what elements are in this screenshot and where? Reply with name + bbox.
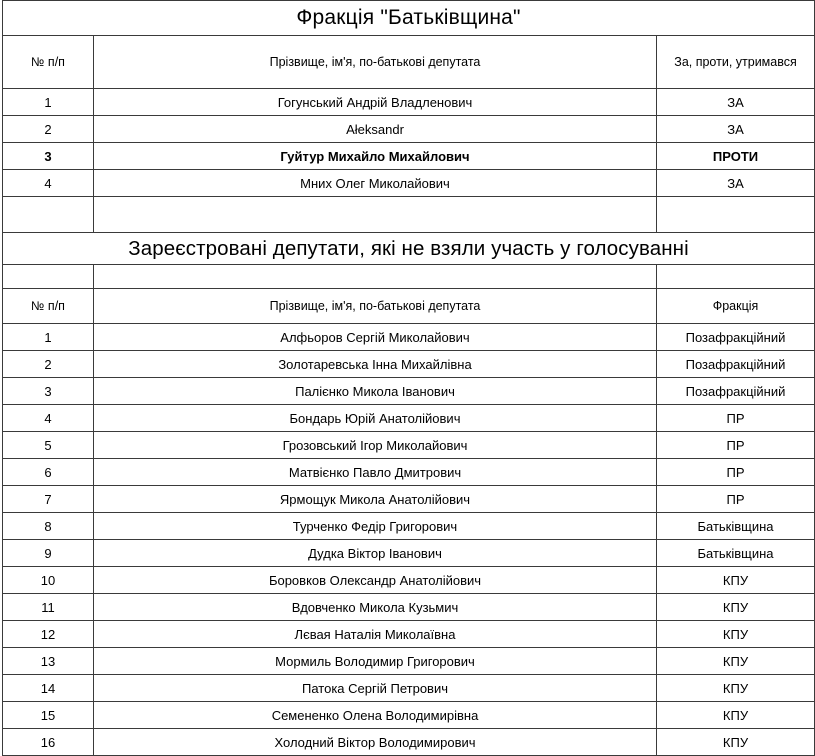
spacer-row (3, 197, 815, 233)
row-number: 7 (3, 486, 94, 513)
faction-title-row (3, 1, 815, 36)
row-number: 4 (3, 170, 94, 197)
row-number: 1 (3, 324, 94, 351)
deputy-name: Золотаревська Інна Михайлівна (94, 351, 657, 378)
table-row (3, 378, 815, 405)
deputy-name: Палієнко Микола Іванович (94, 378, 657, 405)
deputy-name: Ярмощук Микола Анатолійович (94, 486, 657, 513)
spacer-row (3, 265, 815, 289)
table-row (3, 513, 815, 540)
row-number: 8 (3, 513, 94, 540)
deputy-name: Гуйтур Михайло Михайлович (94, 143, 657, 170)
faction-value: ПР (657, 432, 815, 459)
faction-value: Батьківщина (657, 540, 815, 567)
vote-value: ЗА (657, 116, 815, 143)
deputy-name: Патока Сергій Петрович (94, 675, 657, 702)
row-number: 5 (3, 432, 94, 459)
row-number: 12 (3, 621, 94, 648)
row-number: 15 (3, 702, 94, 729)
deputy-name: Грозовський Ігор Миколайович (94, 432, 657, 459)
row-number: 11 (3, 594, 94, 621)
row-number: 3 (3, 143, 94, 170)
faction-value: КПУ (657, 702, 815, 729)
table-row (3, 594, 815, 621)
deputy-name: Дудка Віктор Іванович (94, 540, 657, 567)
faction-value: Батьківщина (657, 513, 815, 540)
row-number: 16 (3, 729, 94, 756)
column-header-number: № п/п (3, 36, 94, 89)
row-number: 2 (3, 116, 94, 143)
row-number: 13 (3, 648, 94, 675)
deputy-name: Мормиль Володимир Григорович (94, 648, 657, 675)
spacer-cell-number (3, 265, 94, 289)
table-row (3, 405, 815, 432)
table-row (3, 702, 815, 729)
faction-value: КПУ (657, 648, 815, 675)
faction-value: КПУ (657, 675, 815, 702)
row-number: 6 (3, 459, 94, 486)
voting-results-table (2, 0, 815, 756)
vote-value: ПРОТИ (657, 143, 815, 170)
faction-value: КПУ (657, 621, 815, 648)
faction-header-row (3, 36, 815, 89)
column-header-number: № п/п (3, 289, 94, 324)
absent-header-row (3, 289, 815, 324)
table-row (3, 351, 815, 378)
deputy-name: Матвієнко Павло Дмитрович (94, 459, 657, 486)
deputy-name: Лєвая Наталія Миколаївна (94, 621, 657, 648)
spacer-cell-name (94, 197, 657, 233)
deputy-name: Бондарь Юрій Анатолійович (94, 405, 657, 432)
row-number: 3 (3, 378, 94, 405)
faction-value: Позафракційний (657, 351, 815, 378)
faction-value: Позафракційний (657, 378, 815, 405)
row-number: 10 (3, 567, 94, 594)
table-row (3, 89, 815, 116)
table-row (3, 621, 815, 648)
row-number: 4 (3, 405, 94, 432)
faction-value: КПУ (657, 729, 815, 756)
vote-value: ЗА (657, 170, 815, 197)
vote-value: ЗА (657, 89, 815, 116)
faction-value: ПР (657, 486, 815, 513)
table-row (3, 324, 815, 351)
deputy-name: Мних Олег Миколайович (94, 170, 657, 197)
table-body (3, 1, 815, 756)
absent-section-title: Зареєстровані депутати, які не взяли участь у голосуванні (3, 233, 815, 265)
deputy-name: Турченко Федір Григорович (94, 513, 657, 540)
deputy-name: Боровков Олександр Анатолійович (94, 567, 657, 594)
deputy-name: Ałeksandr (94, 116, 657, 143)
table-row (3, 143, 815, 170)
table-row (3, 567, 815, 594)
table-row (3, 648, 815, 675)
table-row (3, 675, 815, 702)
spacer-cell-name (94, 265, 657, 289)
row-number: 9 (3, 540, 94, 567)
spacer-cell-vote (657, 265, 815, 289)
table-row (3, 729, 815, 756)
deputy-name: Семененко Олена Володимирівна (94, 702, 657, 729)
row-number: 14 (3, 675, 94, 702)
deputy-name: Алфьоров Сергій Миколайович (94, 324, 657, 351)
deputy-name: Вдовченко Микола Кузьмич (94, 594, 657, 621)
table-row (3, 540, 815, 567)
column-header-vote: За, проти, утримався (657, 36, 815, 89)
table-row (3, 170, 815, 197)
table-row (3, 459, 815, 486)
faction-value: Позафракційний (657, 324, 815, 351)
faction-value: КПУ (657, 567, 815, 594)
faction-title: Фракція "Батьківщина" (3, 1, 815, 36)
table-row (3, 486, 815, 513)
deputy-name: Холодний Віктор Володимирович (94, 729, 657, 756)
spacer-cell-number (3, 197, 94, 233)
absent-section-title-row (3, 233, 815, 265)
row-number: 2 (3, 351, 94, 378)
column-header-name: Прізвище, ім'я, по-батькові депутата (94, 36, 657, 89)
row-number: 1 (3, 89, 94, 116)
spacer-cell-vote (657, 197, 815, 233)
faction-value: КПУ (657, 594, 815, 621)
deputy-name: Гогунський Андрій Владленович (94, 89, 657, 116)
faction-value: ПР (657, 405, 815, 432)
table-row (3, 116, 815, 143)
faction-value: ПР (657, 459, 815, 486)
column-header-faction: Фракція (657, 289, 815, 324)
column-header-name: Прізвище, ім'я, по-батькові депутата (94, 289, 657, 324)
table-row (3, 432, 815, 459)
